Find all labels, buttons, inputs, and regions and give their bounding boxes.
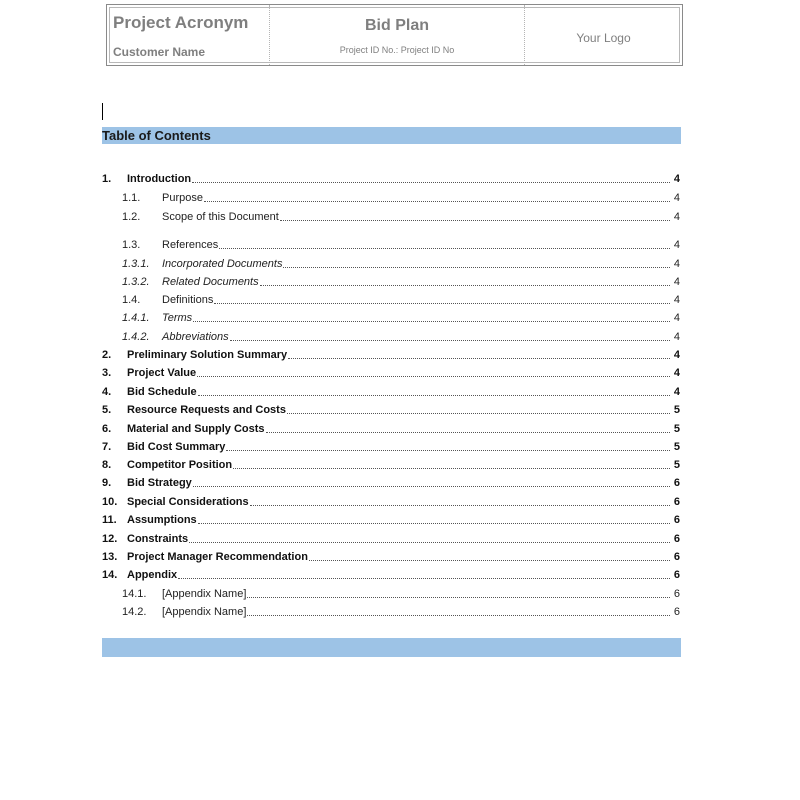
toc-entry-title[interactable]: Preliminary Solution Summary	[127, 349, 288, 361]
toc-entry-title[interactable]: Project Value	[127, 367, 197, 379]
toc-entry-title[interactable]: Related Documents	[162, 276, 259, 288]
project-acronym[interactable]: Project Acronym	[113, 13, 249, 32]
toc-entry-page: 4	[673, 173, 680, 185]
toc-entry[interactable]	[102, 420, 680, 436]
toc-entry-title[interactable]: Competitor Position	[127, 459, 233, 471]
toc-entry-number: 12.	[102, 533, 118, 545]
toc-entry[interactable]	[102, 346, 680, 362]
toc-dot-leader	[189, 530, 670, 543]
toc-dot-leader	[204, 189, 670, 202]
toc-entry-page: 5	[673, 441, 680, 453]
toc-entry-title[interactable]: Incorporated Documents	[162, 258, 283, 270]
toc-entry[interactable]	[102, 566, 680, 582]
toc-dot-leader	[260, 273, 670, 286]
toc-entry[interactable]	[102, 401, 680, 417]
toc-dot-leader	[283, 255, 670, 268]
toc-entry-number: 1.4.2.	[122, 331, 150, 343]
toc-entry-page: 4	[673, 312, 680, 324]
toc-entry-number: 10.	[102, 496, 118, 508]
toc-entry[interactable]	[102, 364, 680, 380]
toc-entry-page: 4	[673, 386, 680, 398]
toc-entry-title[interactable]: Material and Supply Costs	[127, 423, 265, 435]
toc-entry-page: 5	[673, 404, 680, 416]
toc-entry[interactable]	[102, 170, 680, 186]
toc-entry-page: 6	[673, 569, 680, 581]
toc-entry-number: 2.	[102, 349, 112, 361]
toc-entry-number: 1.3.2.	[122, 276, 150, 288]
toc-entry-page: 6	[673, 477, 680, 489]
toc-entry[interactable]	[102, 309, 680, 325]
toc-entry-page: 6	[673, 533, 680, 545]
toc-entry[interactable]	[102, 328, 680, 344]
toc-entry-number: 14.2.	[122, 606, 147, 618]
toc-dot-leader	[250, 493, 670, 506]
toc-entry-page: 4	[673, 349, 680, 361]
toc-entry-number: 8.	[102, 459, 112, 471]
toc-entry-title[interactable]: Abbreviations	[162, 331, 229, 343]
toc-entry-title[interactable]: Bid Strategy	[127, 477, 192, 489]
toc-entry-title[interactable]: Scope of this Document	[162, 211, 279, 223]
toc-entry-number: 11.	[102, 514, 117, 526]
toc-entry-title[interactable]: Bid Schedule	[127, 386, 197, 398]
toc-entry-number: 1.1.	[122, 192, 141, 204]
toc-entry[interactable]	[102, 438, 680, 454]
toc-entry-page: 6	[673, 551, 680, 563]
toc-entry-page: 4	[673, 239, 680, 251]
toc-entry-number: 7.	[102, 441, 112, 453]
toc-entry-page: 4	[673, 192, 680, 204]
toc-entry-page: 4	[673, 258, 680, 270]
toc-entry-number: 1.4.	[122, 294, 141, 306]
toc-entry-title[interactable]: Special Considerations	[127, 496, 249, 508]
toc-entry[interactable]	[102, 236, 680, 252]
toc-dot-leader	[287, 401, 670, 414]
toc-entry-number: 14.1.	[122, 588, 147, 600]
toc-dot-leader	[247, 585, 670, 598]
toc-entry[interactable]	[102, 208, 680, 224]
toc-entry-page: 4	[673, 276, 680, 288]
toc-dot-leader	[192, 170, 670, 183]
logo-placeholder[interactable]: Your Logo	[576, 31, 631, 45]
toc-dot-leader	[309, 548, 670, 561]
toc-entry-number: 13.	[102, 551, 118, 563]
toc-entry-title[interactable]: [Appendix Name]	[162, 606, 247, 618]
toc-dot-leader	[219, 236, 670, 249]
toc-dot-leader	[280, 208, 670, 221]
toc-entry-page: 6	[673, 606, 680, 618]
toc-entry[interactable]	[102, 255, 680, 271]
toc-entry[interactable]	[102, 493, 680, 509]
project-id[interactable]: Project ID No.: Project ID No	[339, 45, 455, 55]
toc-entry-number: 1.4.1.	[122, 312, 150, 324]
toc-entry-page: 5	[673, 423, 680, 435]
toc-dot-leader	[198, 511, 670, 524]
toc-dot-leader	[247, 603, 670, 616]
toc-dot-leader	[178, 566, 670, 579]
toc-entry-number: 14.	[102, 569, 118, 581]
toc-entry[interactable]	[102, 474, 680, 490]
toc-entry-number: 9.	[102, 477, 112, 489]
toc-dot-leader	[198, 383, 670, 396]
toc-entry-number: 5.	[102, 404, 112, 416]
toc-dot-leader	[226, 438, 670, 451]
toc-entry[interactable]	[102, 585, 680, 601]
toc-entry[interactable]	[102, 603, 680, 619]
toc-dot-leader	[214, 291, 670, 304]
toc-entry-number: 1.3.	[122, 239, 141, 251]
toc-dot-leader	[193, 474, 670, 487]
toc-entry-page: 4	[673, 211, 680, 223]
toc-entry-title[interactable]: Bid Cost Summary	[127, 441, 226, 453]
toc-entry[interactable]	[102, 511, 680, 527]
toc-entry[interactable]	[102, 530, 680, 546]
toc-entry-page: 6	[673, 496, 680, 508]
toc-entry-number: 1.	[102, 173, 112, 185]
toc-dot-leader	[233, 456, 670, 469]
toc-dot-leader	[288, 346, 670, 359]
toc-entry-page: 6	[673, 514, 680, 526]
toc-entry-title[interactable]: Terms	[162, 312, 193, 324]
toc-entry[interactable]	[102, 273, 680, 289]
toc-entry[interactable]	[102, 383, 680, 399]
toc-heading[interactable]: Table of Contents	[102, 128, 211, 143]
toc-entry-page: 5	[673, 459, 680, 471]
toc-entry-title[interactable]: References	[162, 239, 219, 251]
toc-entry-page: 4	[673, 331, 680, 343]
document-title[interactable]: Bid Plan	[364, 17, 429, 34]
toc-entry[interactable]	[102, 189, 680, 205]
toc-dot-leader	[266, 420, 670, 433]
toc-entry-page: 4	[673, 367, 680, 379]
footer-band	[102, 638, 681, 657]
customer-name[interactable]: Customer Name	[113, 45, 206, 59]
toc-entry-page: 4	[673, 294, 680, 306]
toc-entry[interactable]	[102, 291, 680, 307]
toc-dot-leader	[230, 328, 670, 341]
toc-entry-title[interactable]: Resource Requests and Costs	[127, 404, 286, 416]
toc-entry-title[interactable]: [Appendix Name]	[162, 588, 247, 600]
toc-entry-number: 1.3.1.	[122, 258, 150, 270]
toc-entry-number: 1.2.	[122, 211, 141, 223]
toc-entry-title[interactable]: Project Manager Recommendation	[127, 551, 308, 563]
toc-entry[interactable]	[102, 548, 680, 564]
toc-entry-title[interactable]: Assumptions	[127, 514, 197, 526]
toc-entry-number: 3.	[102, 367, 112, 379]
toc-entry-title[interactable]: Introduction	[127, 173, 192, 185]
toc-entry-number: 4.	[102, 386, 112, 398]
toc-entry-number: 6.	[102, 423, 112, 435]
toc-dot-leader	[197, 364, 670, 377]
toc-entry-title[interactable]: Definitions	[162, 294, 214, 306]
toc-entry[interactable]	[102, 456, 680, 472]
toc-entry-title[interactable]: Constraints	[127, 533, 189, 545]
toc-dot-leader	[193, 309, 670, 322]
toc-entry-title[interactable]: Appendix	[127, 569, 178, 581]
toc-entry-page: 6	[673, 588, 680, 600]
toc-entry-title[interactable]: Purpose	[162, 192, 203, 204]
